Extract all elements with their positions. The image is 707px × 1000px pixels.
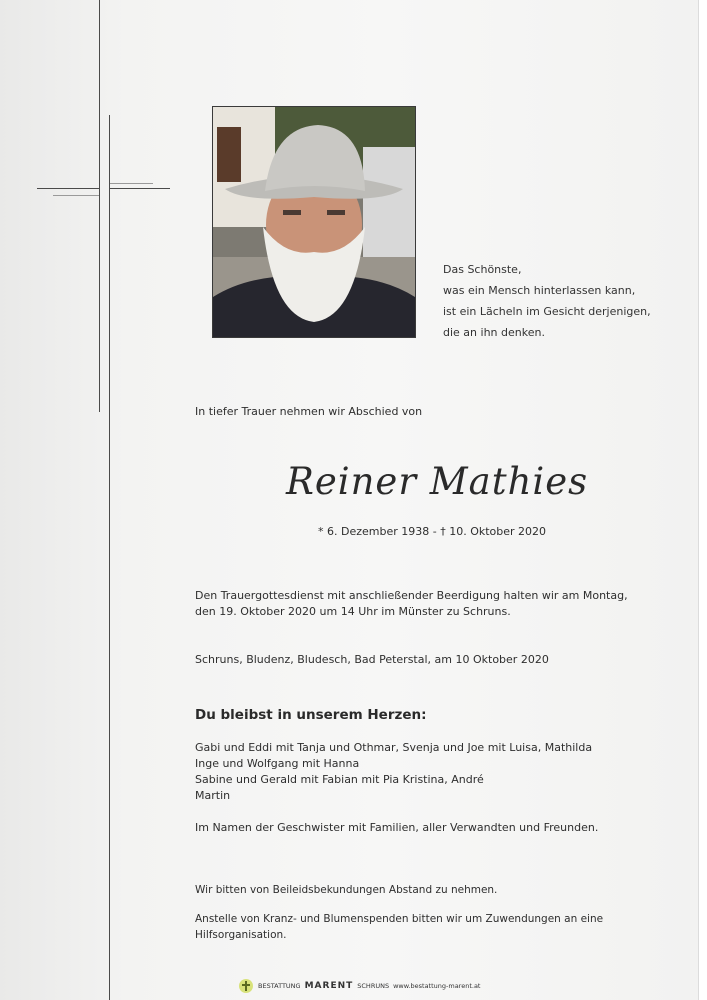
quote-line: Das Schönste,: [443, 263, 522, 276]
footer-website-link[interactable]: www.bestattung-marent.at: [393, 982, 481, 990]
service-line-2: den 19. Oktober 2020 um 14 Uhr im Münster zu Schruns.: [195, 605, 511, 618]
footer-prefix: BESTATTUNG: [258, 982, 301, 990]
portrait-photo: [212, 106, 416, 338]
condolences-note: Wir bitten von Beileidsbekundungen Abstand zu nehmen.: [195, 884, 498, 896]
mourner-line: Gabi und Eddi mit Tanja und Othmar, Svenja und Joe mit Luisa, Mathilda: [195, 741, 593, 754]
place-date: Schruns, Bludenz, Bludesch, Bad Peterstal, am 10 Oktober 2020: [195, 653, 549, 666]
donations-note-line-2: Hilfsorganisation.: [195, 929, 287, 941]
mourners-closing: Im Namen der Geschwister mit Familien, aller Verwandten und Freunden.: [195, 821, 599, 834]
mourner-line: Sabine und Gerald mit Fabian mit Pia Kristina, André: [195, 773, 484, 786]
footer: [238, 978, 480, 994]
mourners-heading: Du bleibst in unserem Herzen:: [195, 707, 427, 723]
mourner-line: Martin: [195, 789, 231, 802]
quote-line: was ein Mensch hinterlassen kann,: [443, 284, 636, 297]
intro-text: In tiefer Trauer nehmen wir Abschied von: [195, 405, 423, 418]
quote-line: ist ein Lächeln im Gesicht derjenigen,: [443, 305, 651, 318]
donations-note-line-1: Anstelle von Kranz- und Blumenspenden bitten wir um Zuwendungen an eine: [195, 913, 604, 925]
memorial-quote: [443, 259, 683, 343]
quote-line: die an ihn denken.: [443, 326, 545, 339]
mourner-line: Inge und Wolfgang mit Hanna: [195, 757, 360, 770]
footer-location: SCHRUNS: [357, 982, 390, 990]
service-line-1: Den Trauergottesdienst mit anschließender Beerdigung halten wir am Montag,: [195, 589, 628, 602]
footer-brand: MARENT: [304, 981, 354, 991]
funeral-home-logo-icon: [238, 978, 254, 994]
life-dates: * 6. Dezember 1938 - † 10. Oktober 2020: [318, 525, 547, 538]
deceased-name: Reiner Mathies: [286, 460, 589, 503]
